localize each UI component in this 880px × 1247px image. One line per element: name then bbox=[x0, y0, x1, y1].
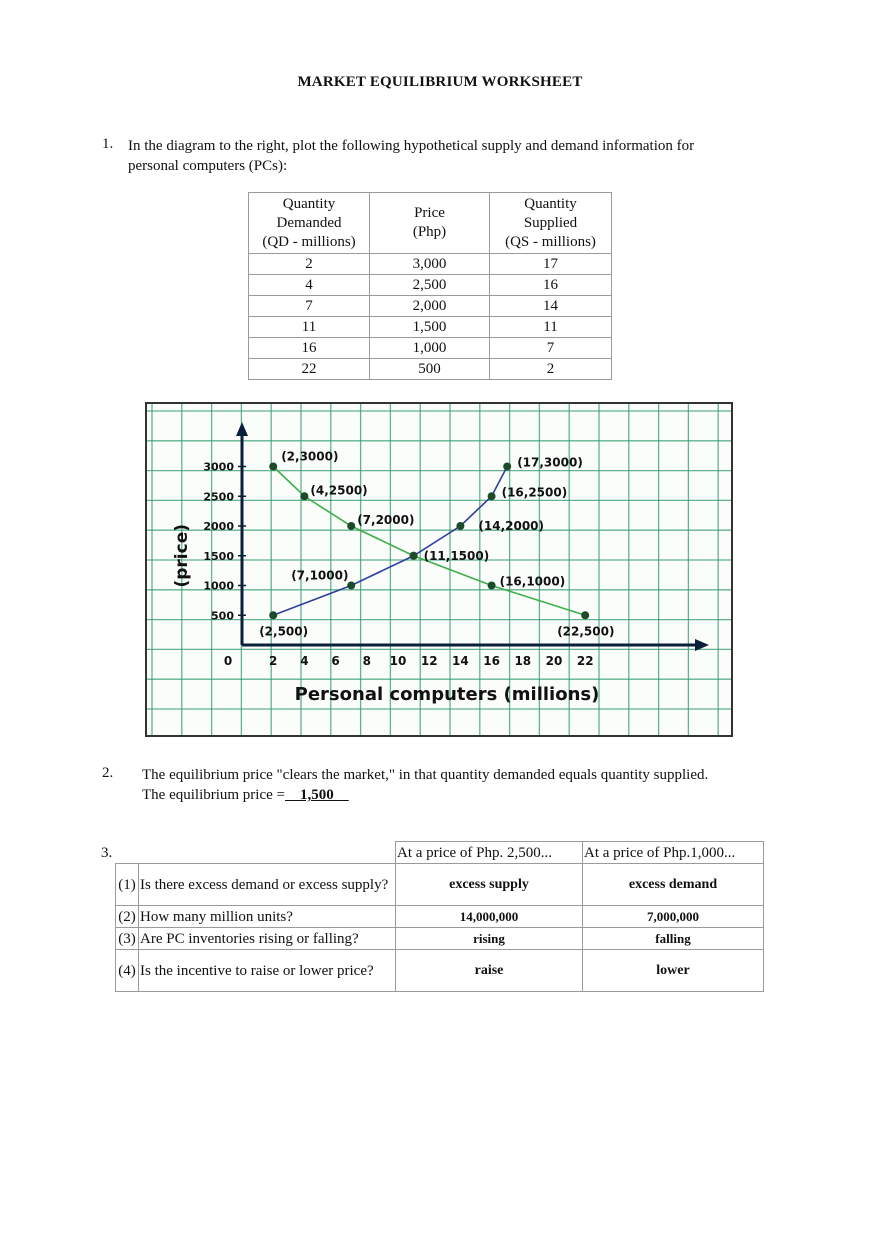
y-axis-arrow bbox=[236, 422, 248, 436]
demand-point bbox=[300, 492, 308, 500]
y-tick-label: 3000 bbox=[203, 460, 234, 474]
demand-point bbox=[488, 582, 496, 590]
x-tick-label: 16 bbox=[483, 654, 500, 668]
table-row bbox=[116, 950, 764, 992]
table-header-row bbox=[249, 193, 612, 254]
x-tick-label: 14 bbox=[452, 654, 469, 668]
row-question: Are PC inventories rising or falling? bbox=[139, 928, 396, 950]
y-tick-label: 1000 bbox=[203, 579, 234, 593]
header-line: (QD - millions) bbox=[262, 233, 356, 250]
supply-point-label: (14,2000) bbox=[478, 519, 545, 533]
demand-point bbox=[581, 611, 589, 619]
table-cell: 1,000 bbox=[370, 338, 490, 359]
table-cell: 2,000 bbox=[370, 296, 490, 317]
table-row bbox=[249, 359, 612, 380]
y-tick-label: 2000 bbox=[203, 520, 234, 533]
header-line: Supplied bbox=[523, 214, 578, 231]
y-tick-label: 500 bbox=[211, 609, 234, 623]
row-number: (1) bbox=[116, 864, 139, 906]
supply-point bbox=[347, 582, 355, 590]
x-tick-label: 22 bbox=[576, 654, 594, 668]
row-question: Is there excess demand or excess supply? bbox=[139, 864, 396, 906]
x-tick-label: 18 bbox=[514, 654, 532, 668]
question-2-block bbox=[142, 765, 742, 805]
x-tick-label: 2 bbox=[269, 654, 278, 668]
answer-cell: 14,000,000 bbox=[396, 906, 583, 928]
demand-point-label: (4,2500) bbox=[310, 483, 368, 498]
table-cell: 11 bbox=[249, 317, 370, 338]
header-line: Quantity bbox=[524, 195, 577, 212]
header-quantity-supplied bbox=[490, 193, 612, 254]
graph-labels bbox=[172, 450, 614, 706]
supply-point bbox=[456, 522, 464, 530]
demand-point bbox=[347, 522, 355, 530]
supply-point-label: (16,2500) bbox=[501, 485, 568, 500]
y-tick-label: 1500 bbox=[203, 549, 234, 563]
demand-point-label: (2,3000) bbox=[281, 449, 339, 464]
row-question: How many million units? bbox=[139, 906, 396, 928]
supply-point bbox=[410, 552, 418, 560]
demand-point bbox=[269, 463, 277, 471]
header-line: (QS - millions) bbox=[505, 233, 596, 250]
row-number: (3) bbox=[116, 928, 139, 950]
table-row bbox=[116, 864, 764, 906]
table-cell: 17 bbox=[490, 254, 612, 275]
table-cell: 16 bbox=[490, 275, 612, 296]
header-price bbox=[370, 193, 490, 254]
table-row bbox=[116, 906, 764, 928]
question-2-number: 2. bbox=[102, 765, 114, 781]
demand-point-label: (16,1000) bbox=[499, 574, 566, 589]
x-tick-label: 12 bbox=[420, 654, 438, 668]
x-tick-label: 4 bbox=[300, 654, 309, 668]
y-tick-label: 2500 bbox=[203, 490, 234, 504]
table-cell: 2,500 bbox=[370, 275, 490, 296]
excess-header-2500: At a price of Php. 2,500... bbox=[396, 842, 583, 864]
y-axis-title: (price) bbox=[172, 523, 192, 588]
supply-point bbox=[488, 492, 496, 500]
header-line: Price bbox=[414, 205, 445, 221]
x-axis-title: Personal computers (millions) bbox=[294, 684, 600, 705]
demand-point-label: (7,2000) bbox=[357, 513, 415, 527]
x-tick-label: 0 bbox=[223, 654, 233, 668]
supply-point-label: (7,1000) bbox=[291, 568, 349, 583]
question-2-text: The equilibrium price "clears the market," in that quantity demanded equals quantity supplied. bbox=[142, 767, 709, 783]
header-quantity-demanded bbox=[249, 193, 370, 254]
table-cell: 4 bbox=[249, 275, 370, 296]
table-cell: 2 bbox=[249, 254, 370, 275]
row-number: (2) bbox=[116, 906, 139, 928]
excess-header-1000: At a price of Php.1,000... bbox=[583, 842, 764, 864]
equilibrium-label: The equilibrium price = bbox=[142, 787, 285, 803]
x-tick-label: 10 bbox=[389, 654, 407, 668]
excess-table-header-row bbox=[116, 842, 764, 864]
page-title: MARKET EQUILIBRIUM WORKSHEET bbox=[297, 74, 583, 90]
question-1-text: In the diagram to the right, plot the following hypothetical supply and demand information for personal computers (PCs): bbox=[128, 138, 695, 174]
table-cell: 1,500 bbox=[370, 317, 490, 338]
excess-table-corner bbox=[116, 842, 396, 864]
answer-cell: lower bbox=[583, 950, 764, 992]
answer-cell: falling bbox=[583, 928, 764, 950]
question-1-number: 1. bbox=[102, 136, 114, 152]
table-cell: 2 bbox=[490, 359, 612, 380]
header-line: Quantity bbox=[282, 195, 336, 212]
demand-point-label: (11,1500) bbox=[423, 548, 490, 563]
table-cell: 3,000 bbox=[370, 254, 490, 275]
table-cell: 500 bbox=[370, 359, 490, 380]
answer-cell: rising bbox=[396, 928, 583, 950]
supply-demand-table bbox=[248, 192, 612, 380]
row-number: (4) bbox=[116, 950, 139, 992]
answer-cell: 7,000,000 bbox=[583, 906, 764, 928]
supply-point bbox=[503, 463, 511, 471]
question-3-number: 3. bbox=[101, 845, 113, 861]
table-row bbox=[249, 317, 612, 338]
answer-cell: excess supply bbox=[396, 864, 583, 906]
supply-point-label: (17,3000) bbox=[517, 455, 583, 470]
table-cell: 16 bbox=[249, 338, 370, 359]
supply-demand-graph bbox=[145, 402, 733, 737]
x-tick-label: 6 bbox=[331, 654, 340, 668]
table-row bbox=[249, 338, 612, 359]
header-line: Demanded bbox=[276, 214, 342, 231]
table-row bbox=[249, 296, 612, 317]
answer-cell: raise bbox=[396, 950, 583, 992]
x-tick-label: 8 bbox=[362, 654, 371, 668]
header-line: (Php) bbox=[412, 224, 447, 240]
table-cell: 7 bbox=[490, 338, 612, 359]
supply-point bbox=[269, 611, 277, 619]
table-row bbox=[249, 275, 612, 296]
table-cell: 14 bbox=[490, 296, 612, 317]
demand-point-label: (22,500) bbox=[557, 624, 615, 639]
table-row bbox=[116, 928, 764, 950]
excess-table bbox=[115, 841, 764, 992]
answer-cell: excess demand bbox=[583, 864, 764, 906]
supply-point-label: (2,500) bbox=[259, 624, 309, 639]
table-cell: 11 bbox=[490, 317, 612, 338]
equilibrium-answer: 1,500 bbox=[285, 787, 349, 803]
x-tick-label: 20 bbox=[545, 654, 563, 668]
graph-canvas bbox=[147, 404, 731, 735]
row-question: Is the incentive to raise or lower price? bbox=[139, 950, 396, 992]
table-cell: 22 bbox=[249, 359, 370, 380]
table-cell: 7 bbox=[249, 296, 370, 317]
table-row bbox=[249, 254, 612, 275]
equilibrium-line bbox=[142, 785, 742, 805]
